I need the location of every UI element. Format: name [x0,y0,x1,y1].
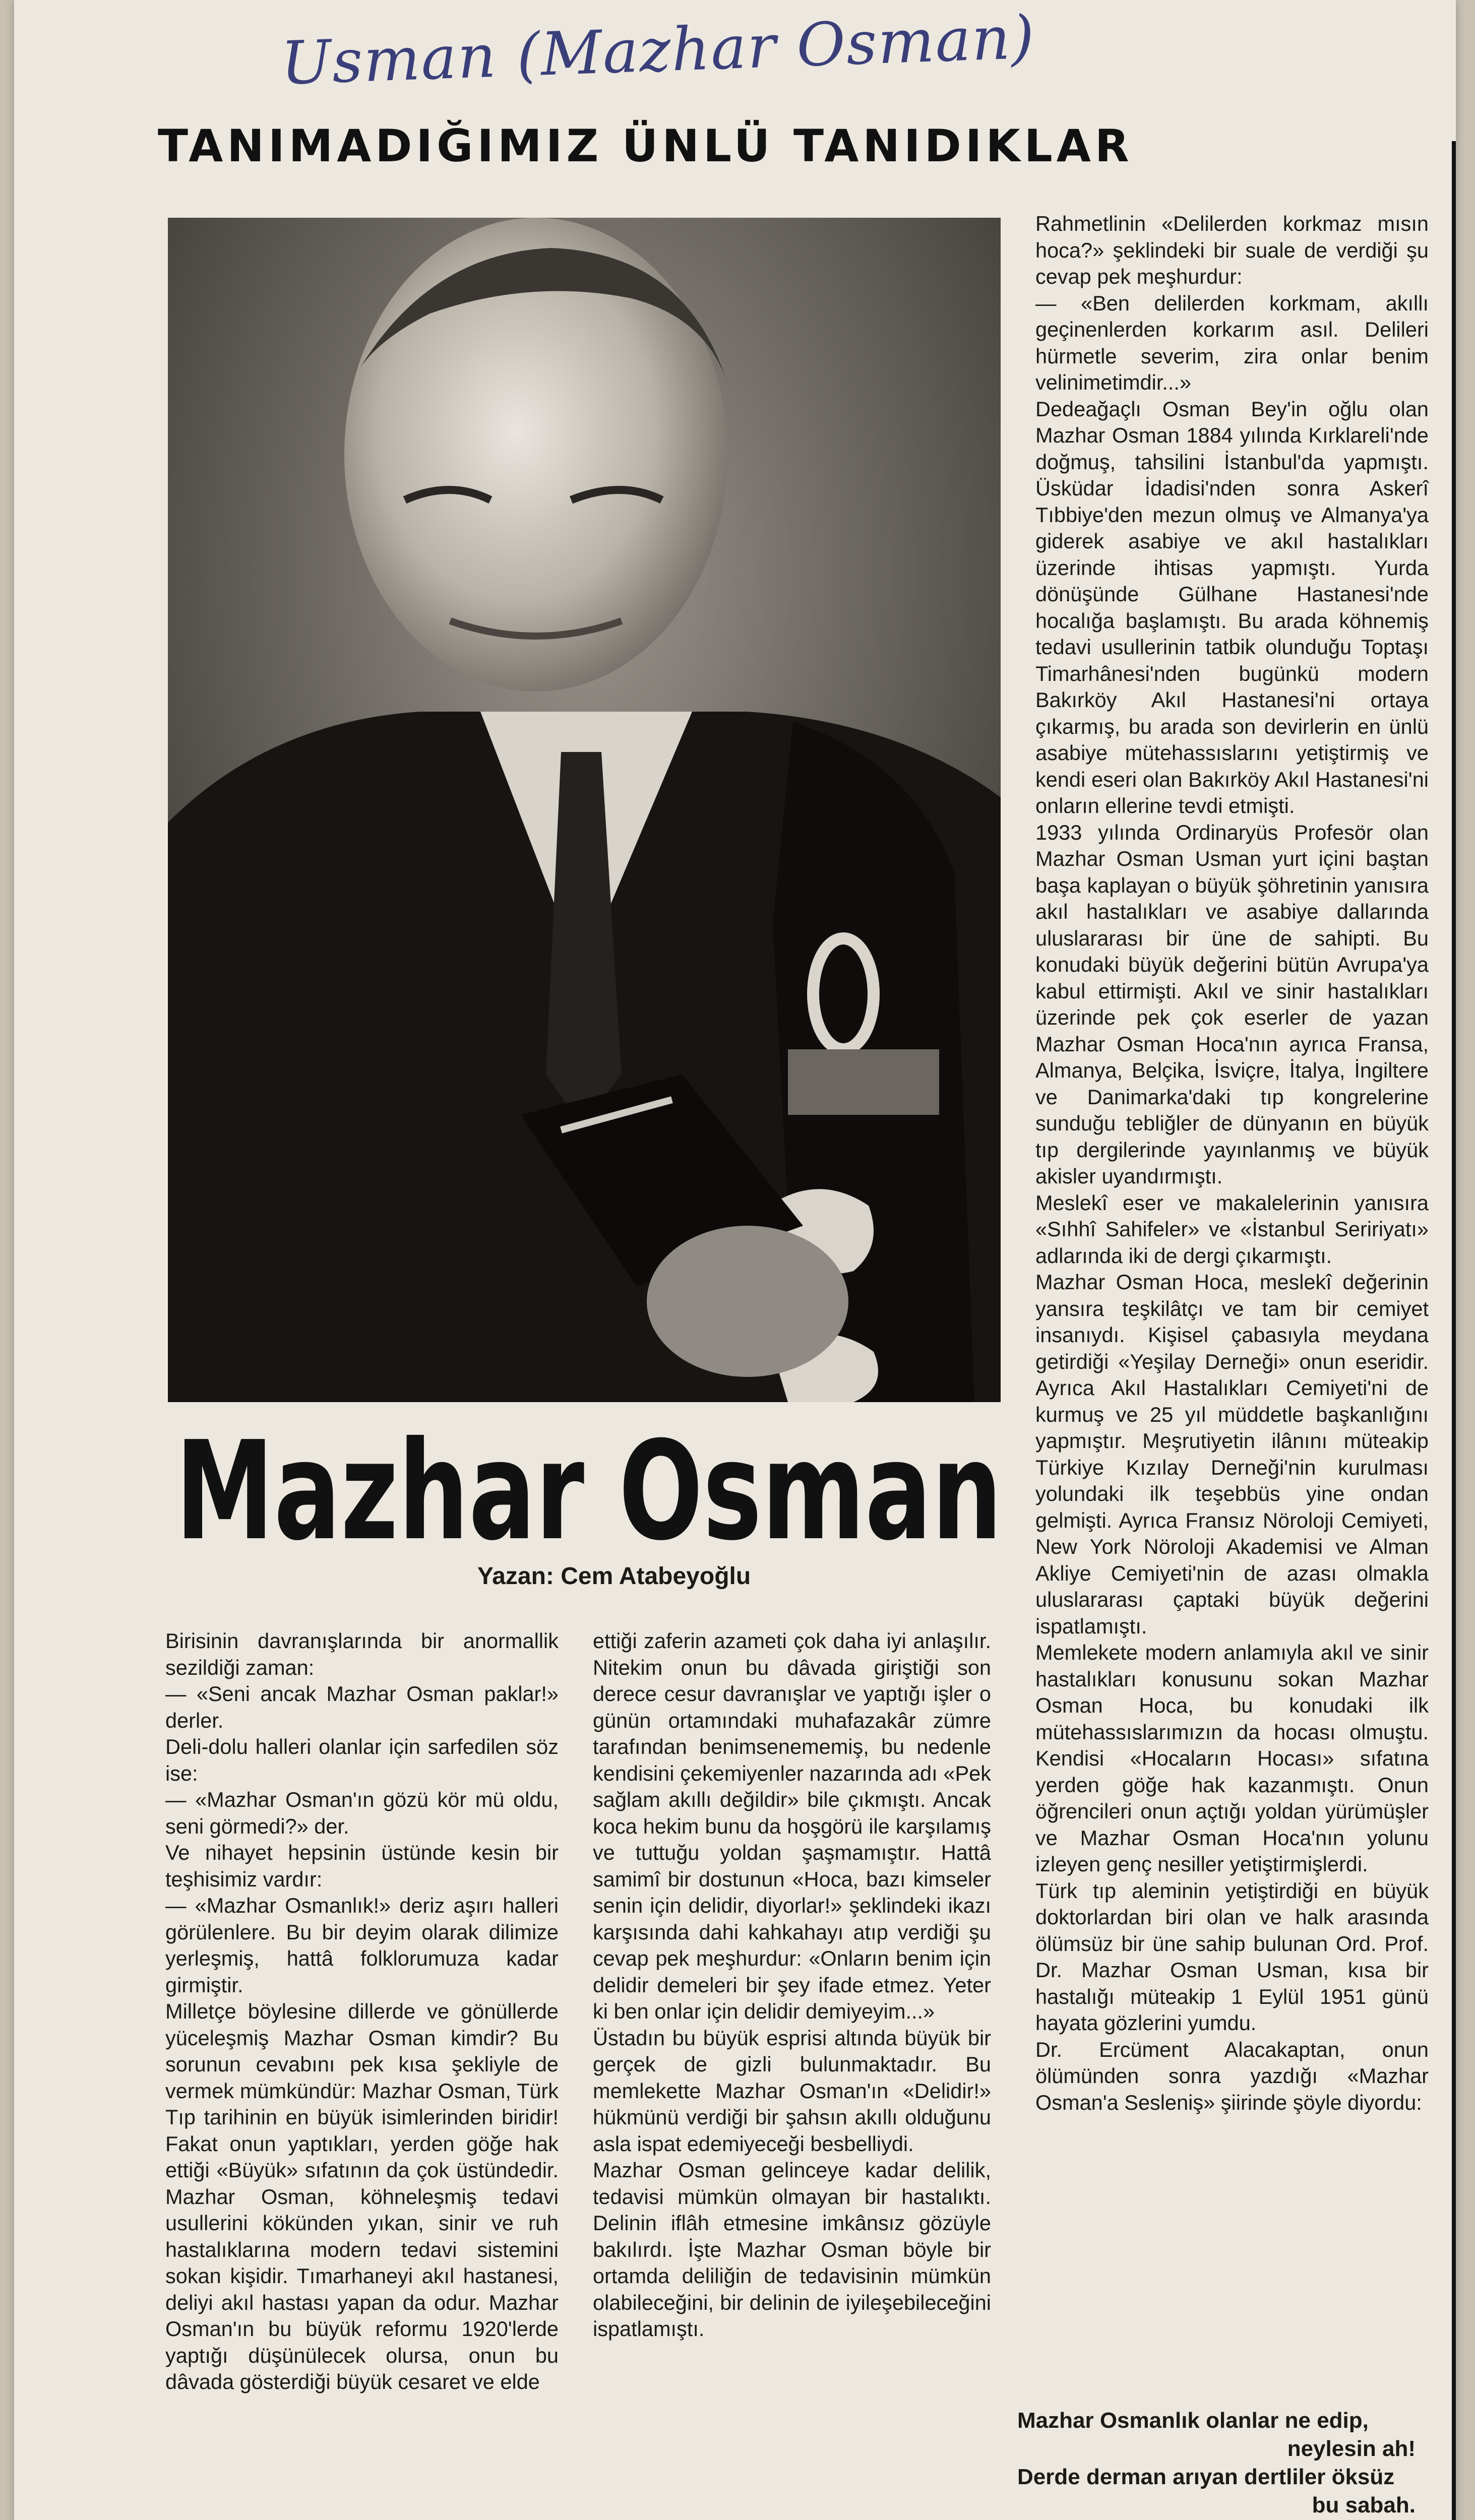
paragraph: Birisinin davranışlarında bir anormallik sezildiği zaman: [165,1629,559,1679]
paragraph: Milletçe böylesine dillerde ve gönüllerde yüceleşmiş Mazhar Osman kimdir? Bu sorunun cevabını pek kısa şekliyle de vermek mümkündür: Mazhar Osman, Türk Tıp tarihinin en büyük isimlerinden biridir! Fakat onun yaptıkları, yerden göğe hak ettiği «Büyük» sıfatının da çok üstündedir. Mazhar Osman, köhneleşmiş tedavi usullerini kökünden yıkan, sinir ve ruh hastalıklarına modern tedavi sistemini sokan kişidir. Tımarhaneyi akıl hastanesi, deliyi akıl hastası yapan da odur. Mazhar Osman'ın bu büyük reformu 1920'lerde yaptığı düşünülecek olursa, onun bu dâvada gösterdiği büyük cesaret ve elde [165,1999,559,2393]
paragraph: Memlekete modern anlamıyla akıl ve sinir hastalıkları konusunu sokan Mazhar Osman Hoca, bu konudaki ilk mütehassıslarımızın da hocası olmuştu. Kendisi «Hocaların Hocası» sıfatına yerden göğe hak kazanmıştı. Onun öğrencileri onun açtığı yoldan yürümüşler ve Mazhar Osman Hoca'nın yolunu izleyen genç nesiller yetiştirmişlerdi. [1035,1641,1429,1876]
poem-line: neylesin ah! [1287,2436,1416,2461]
name-title-text: Mazhar Osman [175,1412,1002,1562]
paragraph: Dedeağaçlı Osman Bey'in oğlu olan Mazhar Osman 1884 yılında Kırklareli'nde doğmuş, tahsilini İstanbul'da yapmıştı. Üsküdar İdadisi'nden sonra Askerî Tıbbiye'den mezun olmuş ve Almanya'ya giderek asabiye ve akıl hastalıkları üzerinde ihtisas yapmıştı. Yurda dönüşünde Gülhane Hastanesi'nde hocalığa başlamıştı. Bu arada köhnemiş tedavi usullerinin tatbik olunduğu Toptaşı Timarhânesi'nden bugünkü modern Bakırköy Akıl Hastanesi'ni ortaya çıkarmış, bu arada son devirlerin en ünlü asabiye mütehassıslarını yetiştirmiş ve kendi eseri olan Bakırköy Akıl Hastanesi'ni onların ellerine tevdi etmişti. [1035,397,1429,817]
paragraph: Dr. Ercüment Alacakaptan, onun ölümünden sonra yazdığı «Mazhar Osman'a Sesleniş» şiirinde şöyle diyordu: [1035,2037,1429,2114]
paragraph: — «Mazhar Osmanlık!» deriz aşırı halleri görülenlere. Bu bir deyim olarak dilimize yerleşmiş, hattâ folklorumuza kadar girmiştir. [165,1894,559,1997]
article-column-1 [165,1628,559,2396]
byline: Yazan: Cem Atabeyoğlu [477,1563,751,1590]
paragraph: Mazhar Osman Hoca, meslekî değerinin yansıra teşkilâtçı ve tam bir cemiyet insanıydı. Kişisel çabasıyla meydana getirdiği «Yeşilay Derneği» onun eseridir. Ayrıca Akıl Hastalıkları Cemiyeti'ni de kurmuş ve 25 yıl müddetle başkanlığını yapmıştır. Meşrutiyetin ilânını müteakip Türkiye Kızılay Derneği'nin kurulması yolundaki ilk teşebbüs yine ondan gelmişti. Ayrıca Fransız Nöroloji Cemiyeti, New York Nöroloji Akademisi ve Alman Akliye Cemiyeti'nin de azası olmakla uluslararası çaptaki büyük değerini ispatlamıştı. [1035,1270,1429,1638]
paragraph: Ve nihayet hepsinin üstünde kesin bir teşhisimiz vardır: [165,1841,559,1891]
paragraph: ettiği zaferin azameti çok daha iyi anlaşılır. Nitekim onun bu dâvada giriştiği son derece cesur davranışlar ve yaptığı işler o günün ortamındaki muhafazakâr zümre tarafından benimsenememiş, bu nedenle kendisini çekemiyenler nazarında adı «Pek sağlam akıllı değildir» bile çıkmıştı. Ancak koca hekim bunu da hoşgörü ile karşılamış ve tuttuğu yoldan şaşmamıştır. Hattâ samimî bir dostunun «Hoca, bazı kimseler senin için delidir, diyorlar!» şeklindeki ikazı karşısında dahi kahkahayı atıp verdiği şu cevap pek meşhurdur: «Onların benim için delidir demeleri bir şey ifade etmez. Yeter ki ben onlar için delidir demiyeyim...» [593,1629,991,2023]
article-column-3 [1035,211,1429,2116]
newspaper-page [14,0,1456,2520]
paragraph: — «Mazhar Osman'ın gözü kör mü oldu, seni görmedi?» der. [165,1788,559,1838]
poem-line: Mazhar Osmanlık olanlar ne edip, [1017,2408,1369,2433]
article-column-2 [593,1628,991,2343]
paragraph: Mazhar Osman gelinceye kadar delilik, tedavisi mümkün olmayan bir hastalıktı. Delinin iflâh etmesine imkânsız gözüyle bakılırdı. İşte Mazhar Osman böyle bir ortamda deliliğin de tedavisinin mümkün olabileceğini, bir delinin de iyileşebileceğini ispatlamıştı. [593,2158,991,2341]
poem-quote [1017,2407,1416,2519]
column-rule [1452,141,1456,2520]
paragraph: 1933 yılında Ordinaryüs Profesör olan Mazhar Osman Usman yurt içini baştan başa kaplayan o büyük şöhretinin yanısıra akıl hastalıkları ve asabiye dallarında uluslararası bir üne de sahipti. Bu konudaki büyük değerini bütün Avrupa'ya kabul ettirmişti. Akıl ve sinir hastalıkları üzerinde pek çok eserler de yazan Mazhar Osman Hoca'nın ayrıca Fransa, Almanya, Belçika, İsviçre, İtalya, İngiltere ve Danimarka'daki tıp kongrelerine sunduğu tebliğler de dünyanın en büyük tıp dergilerinde yayınlanmış ve büyük akisler uyandırmıştı. [1035,820,1429,1188]
paragraph: Rahmetlinin «Delilerden korkmaz mısın hoca?» şeklindeki bir suale de verdiği şu cevap pek meşhurdur: [1035,212,1429,288]
name-title [165,1411,1012,1562]
paragraph: — «Ben delilerden korkmam, akıllı geçinenlerden korkarım asıl. Delileri hürmetle severim, zira onlar benim velinimetimdir...» [1035,291,1429,394]
paragraph: Türk tıp aleminin yetiştirdiği en büyük doktorlardan biri olan ve halk arasında ölümsüz bir üne sahip bulunan Ord. Prof. Dr. Mazhar Osman Usman, kısa bir hastalığı müteakip 1 Eylül 1951 günü hayata gözlerini yumdu. [1035,1878,1429,2035]
handwritten-annotation: Usman (Mazhar Osman) [279,2,1036,98]
poem-line: bu sabah. [1312,2493,1416,2517]
poem-line: Derde derman arıyan dertliler öksüz [1017,2465,1395,2489]
portrait-photo [168,218,1001,1402]
paragraph: Deli-dolu halleri olanlar için sarfedilen söz ise: [165,1735,559,1785]
series-headline: TANIMADIĞIMIZ ÜNLÜ TANIDIKLAR [158,120,1133,172]
paragraph: — «Seni ancak Mazhar Osman paklar!» derler. [165,1682,559,1732]
paragraph: Üstadın bu büyük esprisi altında büyük bir gerçek de gizli bulunmaktadır. Bu memlekette Mazhar Osman'ın «Delidir!» hükmünü verdiği bir şahsın akıllı olduğunu asla ispat edemiyeceği besbelliydi. [593,2026,991,2156]
paragraph: Meslekî eser ve makalelerinin yanısıra «Sıhhî Sahifeler» ve «İstanbul Seririyatı» adlarında iki de dergi çıkarmıştı. [1035,1190,1429,1268]
